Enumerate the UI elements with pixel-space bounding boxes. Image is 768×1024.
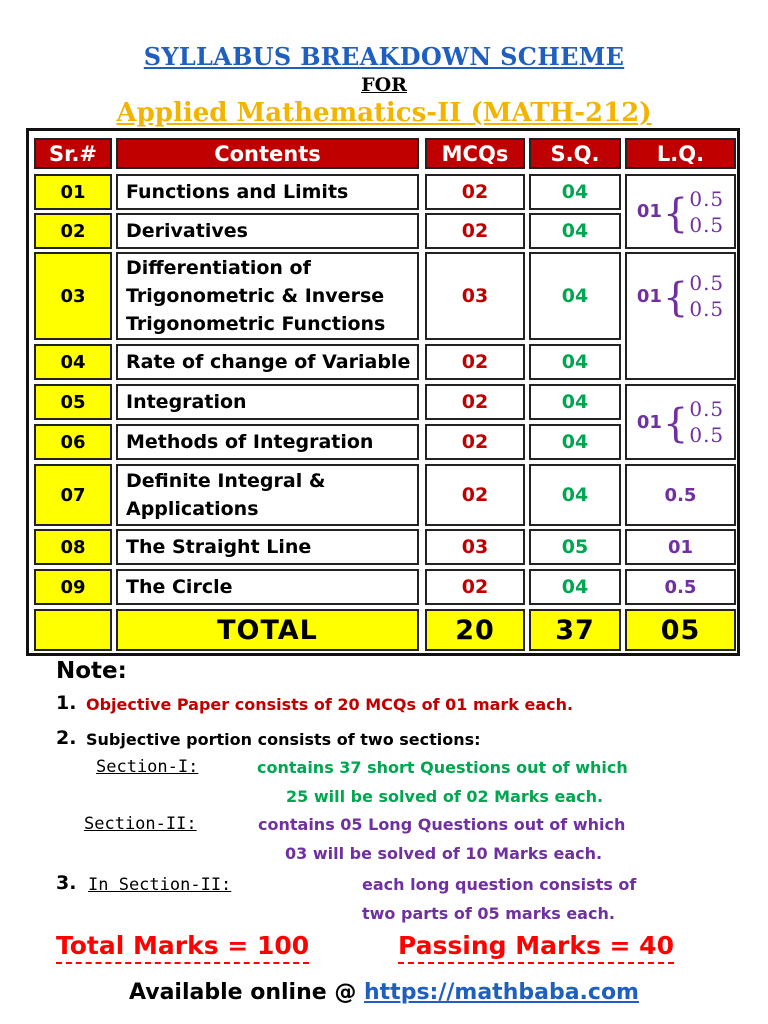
note-3-label: In Section-II:	[88, 875, 232, 895]
table-row-sq: 04	[529, 174, 621, 210]
content-line: Differentiation of	[126, 257, 311, 279]
section-2-label: Section-II:	[84, 814, 197, 834]
table-row-content: Rate of change of Variable	[116, 344, 419, 380]
table-row-sq: 04	[529, 344, 621, 380]
table-row-lq: 01	[625, 529, 736, 565]
table-row-mcqs: 02	[425, 569, 525, 605]
website-link[interactable]: https://mathbaba.com	[364, 980, 639, 1005]
lq-part: 0.5	[689, 397, 725, 421]
total-lq: 05	[625, 609, 736, 651]
syllabus-table	[26, 128, 740, 656]
table-row-sq: 04	[529, 424, 621, 460]
note-3-line-2: two parts of 05 marks each.	[362, 904, 615, 923]
content-line: Trigonometric Functions	[126, 313, 386, 335]
brace-symbol: {	[662, 275, 689, 321]
lq-group-rows-05-06	[625, 384, 736, 460]
table-row-mcqs: 02	[425, 174, 525, 210]
table-row-mcqs: 02	[425, 464, 525, 526]
brace-symbol: {	[662, 190, 689, 237]
lq-group-rows-01-02	[625, 174, 736, 249]
total-row-blank	[34, 609, 112, 651]
note-1-number: 1.	[56, 692, 77, 714]
content-line: Definite Integral &	[126, 470, 326, 492]
total-label: TOTAL	[116, 609, 419, 651]
table-row-content: Methods of Integration	[116, 424, 419, 460]
note-1-text: Objective Paper consists of 20 MCQs of 01 mark each.	[86, 695, 574, 714]
table-row-content: The Circle	[116, 569, 419, 605]
for-label: FOR	[361, 74, 407, 96]
table-row-sr: 05	[34, 384, 112, 420]
section-1-line-2: 25 will be solved of 02 Marks each.	[286, 787, 604, 806]
lq-group-lead: 01	[636, 201, 662, 222]
total-mcqs: 20	[425, 609, 525, 651]
table-row-sr: 09	[34, 569, 112, 605]
table-row-sq: 04	[529, 464, 621, 526]
total-marks: Total Marks = 100	[56, 930, 309, 964]
note-3-number: 3.	[56, 872, 77, 894]
table-row-content: Functions and Limits	[116, 174, 419, 210]
note-2-text: Subjective portion consists of two sections:	[86, 730, 481, 749]
note-2-number: 2.	[56, 727, 77, 749]
page-title: SYLLABUS BREAKDOWN SCHEME	[143, 42, 625, 71]
lq-group-lead: 01	[636, 411, 662, 433]
table-row-mcqs: 03	[425, 529, 525, 565]
table-row-sr: 01	[34, 174, 112, 210]
available-online	[0, 980, 768, 1005]
section-1-line-1: contains 37 short Questions out of which	[257, 758, 628, 777]
table-row-sq: 05	[529, 529, 621, 565]
table-row-sq: 04	[529, 213, 621, 249]
brace-symbol: {	[662, 401, 689, 447]
section-1-label: Section-I:	[96, 757, 199, 777]
column-header-sq: S.Q.	[529, 138, 621, 169]
table-row-sr: 03	[34, 252, 112, 340]
table-row-content: Derivatives	[116, 213, 419, 249]
table-row-sr: 02	[34, 213, 112, 249]
content-line: Trigonometric & Inverse	[126, 285, 385, 307]
column-header-mcqs: MCQs	[425, 138, 525, 169]
total-sq: 37	[529, 609, 621, 651]
table-row-content: Integration	[116, 384, 419, 420]
subject-title: Applied Mathematics-II (MATH-212)	[116, 98, 652, 128]
table-row-mcqs: 02	[425, 344, 525, 380]
section-2-line-1: contains 05 Long Questions out of which	[258, 815, 626, 834]
lq-group-lead: 01	[636, 285, 662, 307]
table-row-sr: 08	[34, 529, 112, 565]
column-header-lq: L.Q.	[625, 138, 736, 169]
table-row-mcqs: 03	[425, 252, 525, 340]
lq-part: 0.5	[689, 212, 725, 237]
table-row-mcqs: 02	[425, 384, 525, 420]
section-2-line-2: 03 will be solved of 10 Marks each.	[285, 844, 603, 863]
table-row-sq: 04	[529, 569, 621, 605]
lq-group-rows-03-04	[625, 252, 736, 380]
passing-marks: Passing Marks = 40	[398, 930, 674, 964]
column-header-contents: Contents	[116, 138, 419, 169]
available-label: Available online @	[129, 980, 357, 1005]
lq-part: 0.5	[689, 423, 725, 447]
content-line: Applications	[126, 498, 259, 520]
table-row-sq: 04	[529, 252, 621, 340]
table-row-content	[116, 464, 419, 526]
notes-heading: Note:	[56, 658, 127, 684]
table-row-sr: 06	[34, 424, 112, 460]
lq-part: 0.5	[689, 297, 725, 321]
table-row-content: The Straight Line	[116, 529, 419, 565]
table-row-mcqs: 02	[425, 424, 525, 460]
table-row-content	[116, 252, 419, 340]
table-row-lq: 0.5	[625, 569, 736, 605]
lq-part: 0.5	[689, 186, 725, 211]
lq-part: 0.5	[689, 271, 725, 295]
table-row-sr: 04	[34, 344, 112, 380]
table-row-sq: 04	[529, 384, 621, 420]
table-row-sr: 07	[34, 464, 112, 526]
column-header-sr: Sr.#	[34, 138, 112, 169]
table-row-mcqs: 02	[425, 213, 525, 249]
table-row-lq: 0.5	[625, 464, 736, 526]
note-3-line-1: each long question consists of	[362, 875, 637, 894]
